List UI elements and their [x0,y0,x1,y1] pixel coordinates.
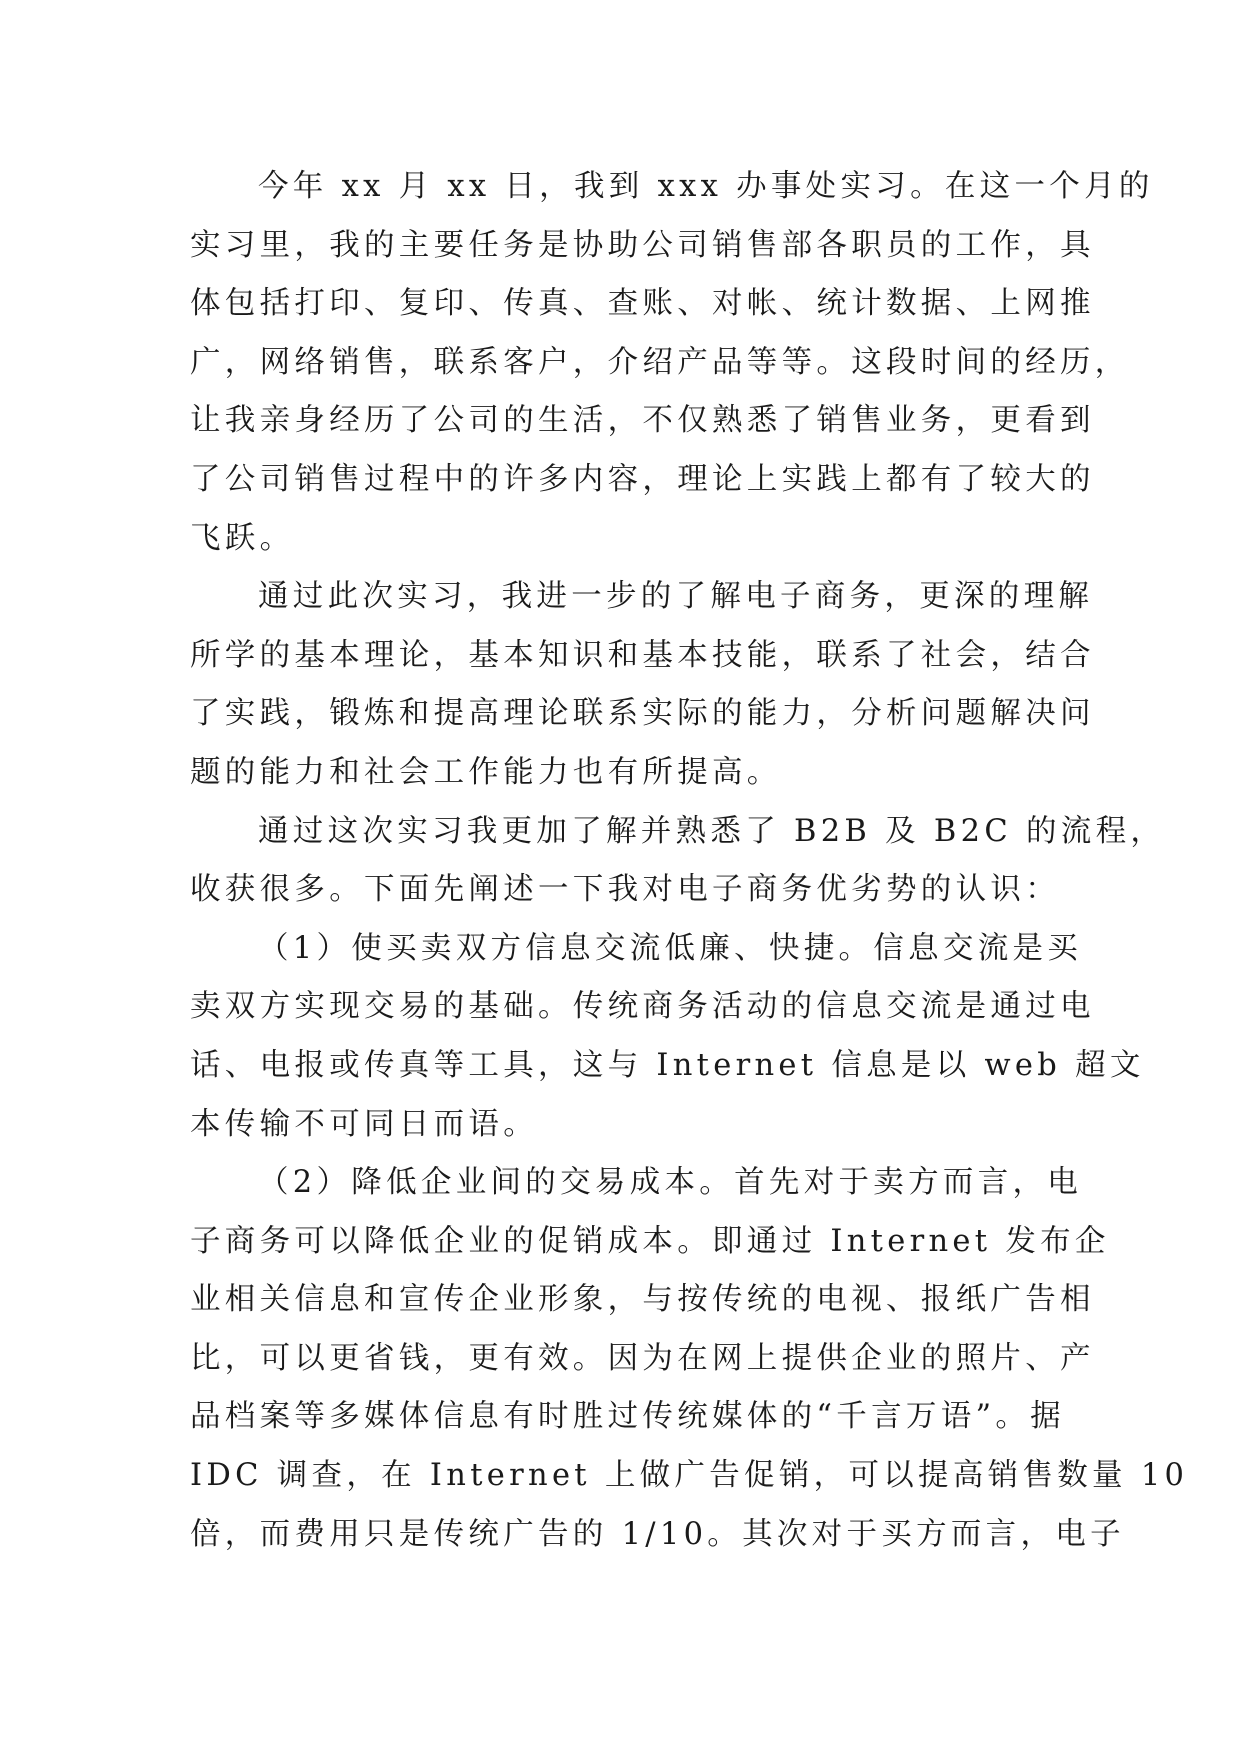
paragraph-4-line-4: 本传输不可同日而语。 [190,1106,538,1142]
paragraph-5-line-6: IDC 调查，在 Internet 上做广告促销，可以提高销售数量 10 [190,1458,1189,1494]
paragraph-1-line-7: 飞跃。 [190,520,295,556]
paragraph-2-line-1: 通过此次实习，我进一步的了解电子商务，更深的理解 [258,579,1094,615]
paragraph-5-line-4: 比，可以更省钱，更有效。因为在网上提供企业的照片、产 [190,1340,1095,1376]
document-body [190,158,1189,1564]
paragraph-1-line-6: 了公司销售过程中的许多内容，理论上实践上都有了较大的 [190,461,1095,497]
paragraph-5-line-1: （2）降低企业间的交易成本。首先对于卖方而言，电 [258,1165,1083,1201]
paragraph-1-line-3: 体包括打印、复印、传真、查账、对帐、统计数据、上网推 [190,286,1095,322]
paragraph-2-line-2: 所学的基本理论，基本知识和基本技能，联系了社会，结合 [190,637,1095,673]
paragraph-5-line-5: 品档案等多媒体信息有时胜过传统媒体的“千言万语”。据 [190,1399,1065,1435]
paragraph-1-line-5: 让我亲身经历了公司的生活，不仅熟悉了销售业务，更看到 [190,403,1095,439]
paragraph-3-line-1: 通过这次实习我更加了解并熟悉了 B2B 及 B2C 的流程， [258,813,1166,849]
paragraph-1-line-4: 广，网络销售，联系客户，介绍产品等等。这段时间的经历， [190,344,1130,380]
paragraph-5-line-2: 子商务可以降低企业的促销成本。即通过 Internet 发布企 [190,1223,1110,1259]
paragraph-4-line-2: 卖双方实现交易的基础。传统商务活动的信息交流是通过电 [190,989,1095,1025]
paragraph-5-line-3: 业相关信息和宣传企业形象，与按传统的电视、报纸广告相 [190,1282,1095,1318]
paragraph-4-line-1: （1）使买卖双方信息交流低廉、快捷。信息交流是买 [258,930,1083,966]
paragraph-2-line-3: 了实践，锻炼和提高理论联系实际的能力，分析问题解决问 [190,696,1095,732]
paragraph-4-line-3: 话、电报或传真等工具，这与 Internet 信息是以 web 超文 [190,1047,1145,1083]
paragraph-1-line-1: 今年 xx 月 xx 日，我到 xxx 办事处实习。在这一个月的 [258,169,1154,204]
paragraph-5-line-7: 倍，而费用只是传统广告的 1/10。其次对于买方而言，电子 [190,1516,1125,1552]
paragraph-2-line-4: 题的能力和社会工作能力也有所提高。 [190,754,782,790]
paragraph-3-line-2: 收获很多。下面先阐述一下我对电子商务优劣势的认识： [190,872,1060,908]
paragraph-1-line-2: 实习里，我的主要任务是协助公司销售部各职员的工作，具 [190,227,1095,263]
